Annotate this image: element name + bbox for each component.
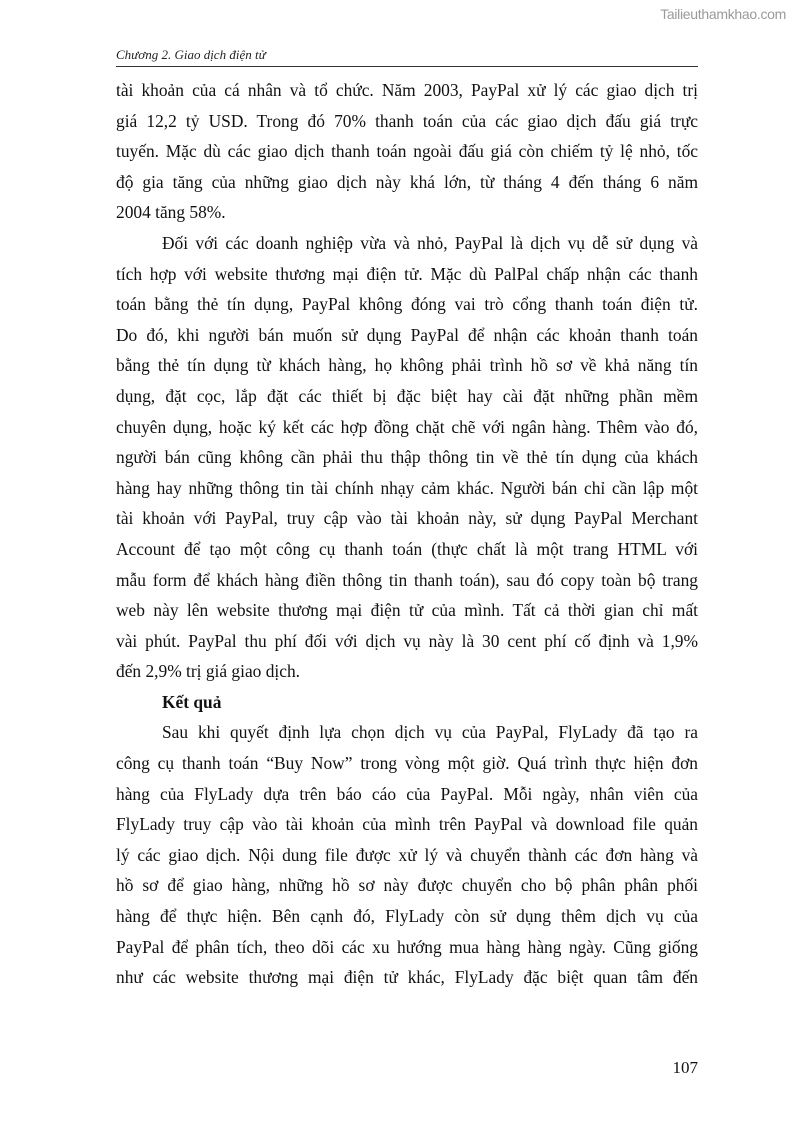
text-line: tài khoản với PayPal, truy cập vào tài khoản này, sử dụng PayPal Merchant xyxy=(116,508,698,529)
text-line: bằng thẻ tín dụng từ khách hàng, họ không phải trình hồ sơ về khả năng tín xyxy=(116,355,698,376)
running-head: Chương 2. Giao dịch điện tử xyxy=(116,47,266,62)
text-line: vài phút. PayPal thu phí đối với dịch vụ này là 30 cent phí cố định và 1,9% xyxy=(116,630,698,651)
text-line: tích hợp với website thương mại điện tử. Mặc dù PalPal chấp nhận các thanh xyxy=(116,263,698,284)
section-heading xyxy=(116,687,698,718)
text-line: Đối với các doanh nghiệp vừa và nhỏ, PayPal là dịch vụ dễ sử dụng và xyxy=(162,232,698,253)
text-line: người bán cũng không cần phải thu thập thông tin về thẻ tín dụng của khách xyxy=(116,447,698,468)
text-line: đến 2,9% trị giá giao dịch. xyxy=(116,661,301,682)
document-body xyxy=(116,75,698,993)
header-divider xyxy=(116,66,698,67)
text-line: 2004 tăng 58%. xyxy=(116,202,226,223)
text-line: tài khoản của cá nhân và tổ chức. Năm 2003, PayPal xử lý các giao dịch trị xyxy=(116,80,698,100)
text-line: chuyên dụng, hoặc ký kết các hợp đồng chặt chẽ với ngân hàng. Thêm vào đó, xyxy=(116,416,698,437)
text-line: Account để tạo một công cụ thanh toán (thực chất là một trang HTML với xyxy=(116,538,698,559)
text-line: độ gia tăng của những giao dịch này khá lớn, từ tháng 4 đến tháng 6 năm xyxy=(116,171,698,192)
text-line: giá 12,2 tỷ USD. Trong đó 70% thanh toán của các giao dịch đấu giá trực xyxy=(116,110,698,131)
paragraph xyxy=(116,228,698,687)
text-line: mẫu form để khách hàng điền thông tin thanh toán), sau đó copy toàn bộ trang xyxy=(116,569,698,590)
text-line: như các website thương mại điện tử khác, FlyLady đặc biệt quan tâm đến xyxy=(116,967,698,988)
text-line: FlyLady truy cập vào tài khoản của mình trên PayPal và download file quản xyxy=(116,814,698,835)
heading-text: Kết quả xyxy=(162,691,222,712)
paragraph xyxy=(116,717,698,992)
text-line: hàng của FlyLady dựa trên báo cáo của PayPal. Mỗi ngày, nhân viên của xyxy=(116,783,698,804)
text-line: PayPal để phân tích, theo dõi các xu hướng mua hàng hàng ngày. Cũng giống xyxy=(116,936,698,957)
paragraph xyxy=(116,75,698,228)
text-line: lý các giao dịch. Nội dung file được xử lý và chuyển thành các đơn hàng và xyxy=(116,844,698,865)
watermark: Tailieuthamkhao.com xyxy=(660,6,786,22)
text-line: Do đó, khi người bán muốn sử dụng PayPal để nhận các khoản thanh toán xyxy=(116,324,698,345)
text-line: hàng hay những thông tin tài chính nhạy cảm khác. Người bán chỉ cần lập một xyxy=(116,477,698,498)
text-line: hàng để thực hiện. Bên cạnh đó, FlyLady còn sử dụng thêm dịch vụ của xyxy=(116,906,698,927)
text-line: công cụ thanh toán “Buy Now” trong vòng một giờ. Quá trình thực hiện đơn xyxy=(116,753,698,774)
text-line: Sau khi quyết định lựa chọn dịch vụ của PayPal, FlyLady đã tạo ra xyxy=(162,722,698,743)
text-line: dụng, đặt cọc, lắp đặt các thiết bị đặc biệt hay cài đặt những phần mềm xyxy=(116,385,698,406)
text-line: hồ sơ để giao hàng, những hồ sơ này được chuyển cho bộ phân phân phối xyxy=(116,875,698,896)
page-number: 107 xyxy=(672,1058,698,1077)
text-line: toán bằng thẻ tín dụng, PayPal không đóng vai trò cổng thanh toán điện tử. xyxy=(116,294,698,315)
text-line: web này lên website thương mại điện tử của mình. Tất cả thời gian chỉ mất xyxy=(116,600,698,621)
text-line: tuyến. Mặc dù các giao dịch thanh toán ngoài đấu giá còn chiếm tỷ lệ nhỏ, tốc xyxy=(116,141,698,162)
